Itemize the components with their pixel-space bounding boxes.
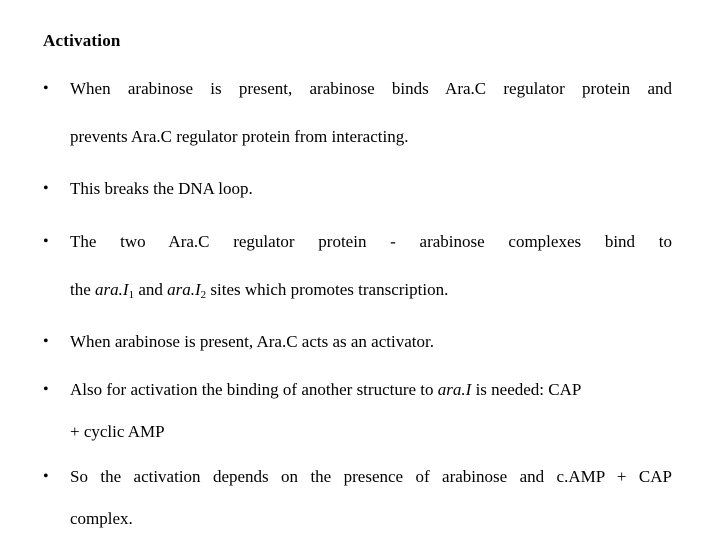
bullet-3-text-mid: and [134,280,168,299]
bullet-6-line-1: So the activation depends on the presence of arabinose and c.AMP + CAP [70,467,672,486]
bullet-4-line-1: When arabinose is present, Ara.C acts as an activator. [70,332,434,351]
bullet-5-text-suffix: is needed: CAP [471,380,582,399]
bullet-dot-icon: • [43,468,49,485]
ara-i1-subscript: 1 [128,289,135,301]
bullet-1-line-2: prevents Ara.C regulator protein from interacting. [70,127,409,146]
bullet-6-line-2: complex. [70,509,133,528]
ara-i2-site: ara.I [167,280,201,299]
bullet-3-line-1: The two Ara.C regulator protein - arabinose complexes bind to [70,232,672,251]
bullet-2-line-1: This breaks the DNA loop. [70,179,253,198]
bullet-dot-icon: • [43,180,49,197]
bullet-3-text-prefix: the [70,280,96,299]
section-heading: Activation [43,31,121,50]
bullet-dot-icon: • [43,80,49,97]
ara-i2-subscript: 2 [200,289,207,301]
bullet-5-text-prefix: Also for activation the binding of another structure to [70,380,438,399]
bullet-1-line-1: When arabinose is present, arabinose binds Ara.C regulator protein and [70,79,672,98]
ara-i1-site: ara.I [95,280,129,299]
bullet-dot-icon: • [43,381,49,398]
bullet-5-line-2: + cyclic AMP [70,422,165,441]
bullet-dot-icon: • [43,333,49,350]
bullet-3-line-2 [70,280,672,300]
bullet-3-text-suffix: sites which promotes transcription. [206,280,449,299]
bullet-5-line-1 [70,380,672,400]
ara-i-site: ara.I [437,380,472,399]
bullet-dot-icon: • [43,233,49,250]
